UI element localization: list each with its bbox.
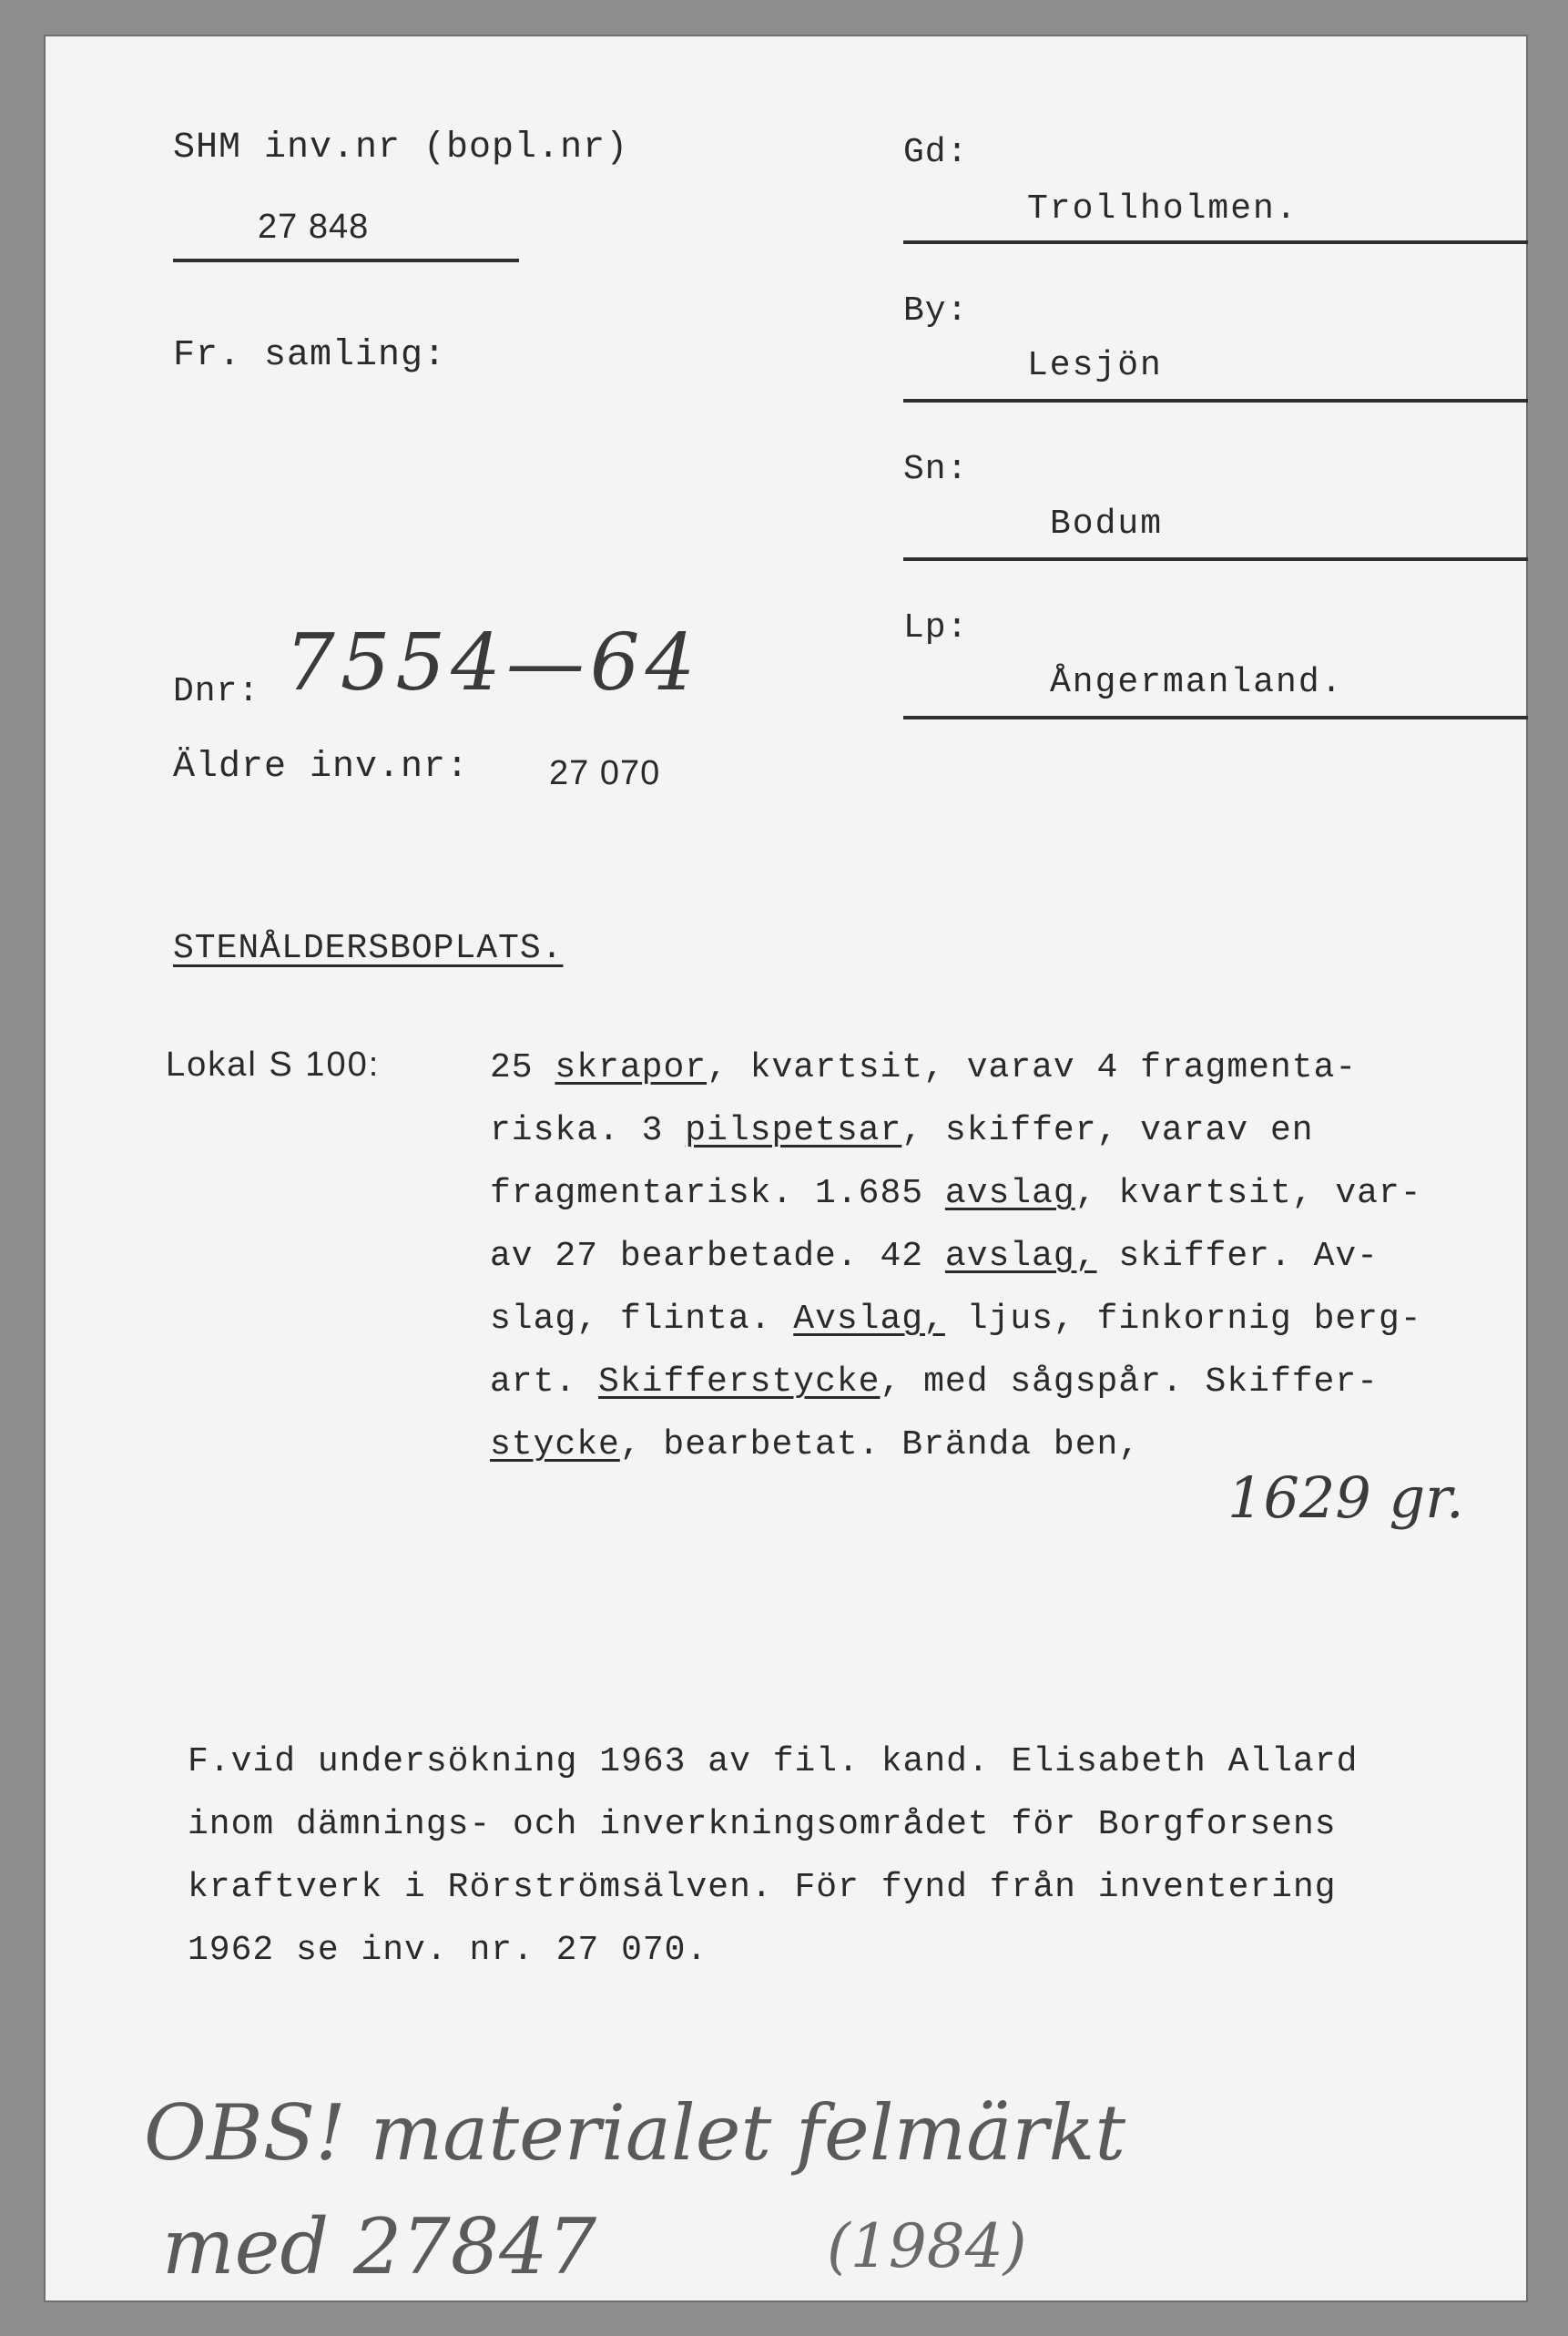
underlined-term: Avslag, <box>793 1300 945 1339</box>
lokal-line: av 27 bearbetade. 42 avslag, skiffer. Av- <box>490 1237 1379 1276</box>
lokal-line: 25 skrapor, kvartsit, varav 4 fragmenta- <box>490 1048 1358 1087</box>
lp-rule <box>903 716 1528 719</box>
lokal-line: art. Skifferstycke, med sågspår. Skiffer- <box>490 1362 1379 1402</box>
by-rule <box>903 399 1528 403</box>
underlined-term: pilspetsar <box>685 1111 902 1150</box>
underlined-term: Skifferstycke <box>598 1362 881 1402</box>
lp-value: Ångermanland. <box>1050 663 1344 702</box>
note-line: inom dämnings- och inverkningsområdet för Borgforsens <box>188 1805 1337 1844</box>
underlined-term: avslag, <box>944 1237 1097 1276</box>
handwritten-note-year: (1984) <box>827 2211 1027 2281</box>
heading: STENÅLDERSBOPLATS. <box>173 929 564 968</box>
shm-rule <box>173 259 519 262</box>
sn-label: Sn: <box>903 450 969 489</box>
lokal-line: slag, flinta. Avslag, ljus, finkornig berg- <box>490 1300 1422 1339</box>
lokal-line: riska. 3 pilspetsar, skiffer, varav en <box>490 1111 1314 1150</box>
handwritten-note-line1: OBS! materialet felmärkt <box>144 2088 1126 2178</box>
fr-samling-label: Fr. samling: <box>173 335 447 376</box>
gd-rule <box>903 240 1528 244</box>
gd-value: Trollholmen. <box>1027 189 1298 229</box>
dnr-label: Dnr: <box>173 672 260 711</box>
handwritten-note-line2: med 27847 <box>162 2202 597 2291</box>
lokal-label: Lokal S 100: <box>166 1046 381 1084</box>
underlined-term: avslag <box>944 1174 1075 1213</box>
catalog-card <box>44 35 1528 2302</box>
underlined-term: stycke <box>490 1425 620 1464</box>
find-note <box>188 1730 1358 1982</box>
lp-label: Lp: <box>903 608 969 648</box>
aldre-value: 27 070 <box>549 754 661 792</box>
aldre-label: Äldre inv.nr: <box>173 747 470 788</box>
lokal-description <box>490 1036 1422 1476</box>
note-line: F.vid undersökning 1963 av fil. kand. Elisabeth Allard <box>188 1742 1359 1781</box>
sn-rule <box>903 557 1528 561</box>
gd-label: Gd: <box>903 133 969 172</box>
underlined-term: skrapor <box>555 1048 708 1087</box>
shm-value: 27 848 <box>258 208 370 246</box>
lokal-line: fragmentarisk. 1.685 avslag, kvartsit, var- <box>490 1174 1422 1213</box>
shm-label: SHM inv.nr (bopl.nr) <box>173 128 629 168</box>
handwritten-weight: 1629 gr. <box>1227 1464 1464 1531</box>
sn-value: Bodum <box>1050 505 1164 544</box>
dnr-handwritten-value: 7554—64 <box>285 617 701 709</box>
note-line: 1962 se inv. nr. 27 070. <box>188 1931 708 1970</box>
by-label: By: <box>903 291 969 331</box>
lokal-line: stycke, bearbetat. Brända ben, <box>490 1425 1141 1464</box>
note-line: kraftverk i Rörströmsälven. För fynd från inventering <box>188 1868 1337 1907</box>
by-value: Lesjön <box>1027 346 1163 385</box>
